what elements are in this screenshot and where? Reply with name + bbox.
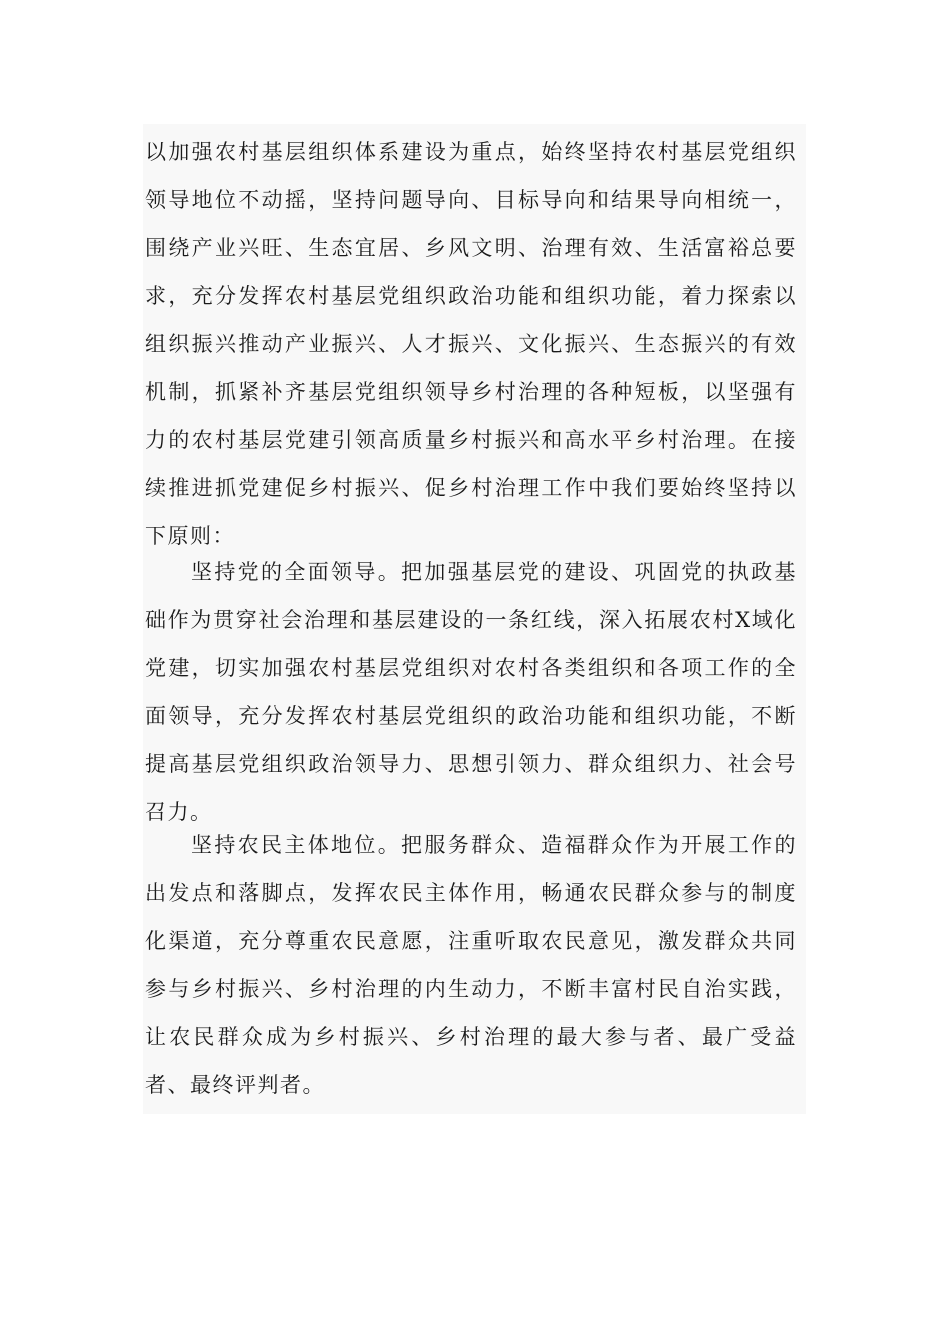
paragraph-party-leadership: 坚持党的全面领导。把加强基层党的建设、巩固党的执政基础作为贯穿社会治理和基层建设的一条红线，深入拓展农村X域化党建，切实加强农村基层党组织对农村各类组织和各项工作的全面领导，充分发挥农村基层党组织的政治功能和组织功能，不断提高基层党组织政治领导力、思想引领力、群众组织力、社会号召力。 [145,560,797,824]
paragraph-farmer-subject: 坚持农民主体地位。把服务群众、造福群众作为开展工作的出发点和落脚点，发挥农民主体作用，畅通农民群众参与的制度化渠道，充分尊重农民意愿，注重听取农民意见，激发群众共同参与乡村振兴、乡村治理的内生动力，不断丰富村民自治实践，让农民群众成为乡村振兴、乡村治理的最大参与者、最广受益者、最终评判者。 [145,833,797,1097]
paragraph-intro: 以加强农村基层组织体系建设为重点，始终坚持农村基层党组织领导地位不动摇，坚持问题导向、目标导向和结果导向相统一，围绕产业兴旺、生态宜居、乡风文明、治理有效、生活富裕总要求，充分发挥农村基层党组织政治功能和组织功能，着力探索以组织振兴推动产业振兴、人才振兴、文化振兴、生态振兴的有效机制，抓紧补齐基层党组织领导乡村治理的各种短板，以坚强有力的农村基层党建引领高质量乡村振兴和高水平乡村治理。在接续推进抓党建促乡村振兴、促乡村治理工作中我们要始终坚持以下原则： [145,140,797,548]
text-block [143,124,806,1114]
